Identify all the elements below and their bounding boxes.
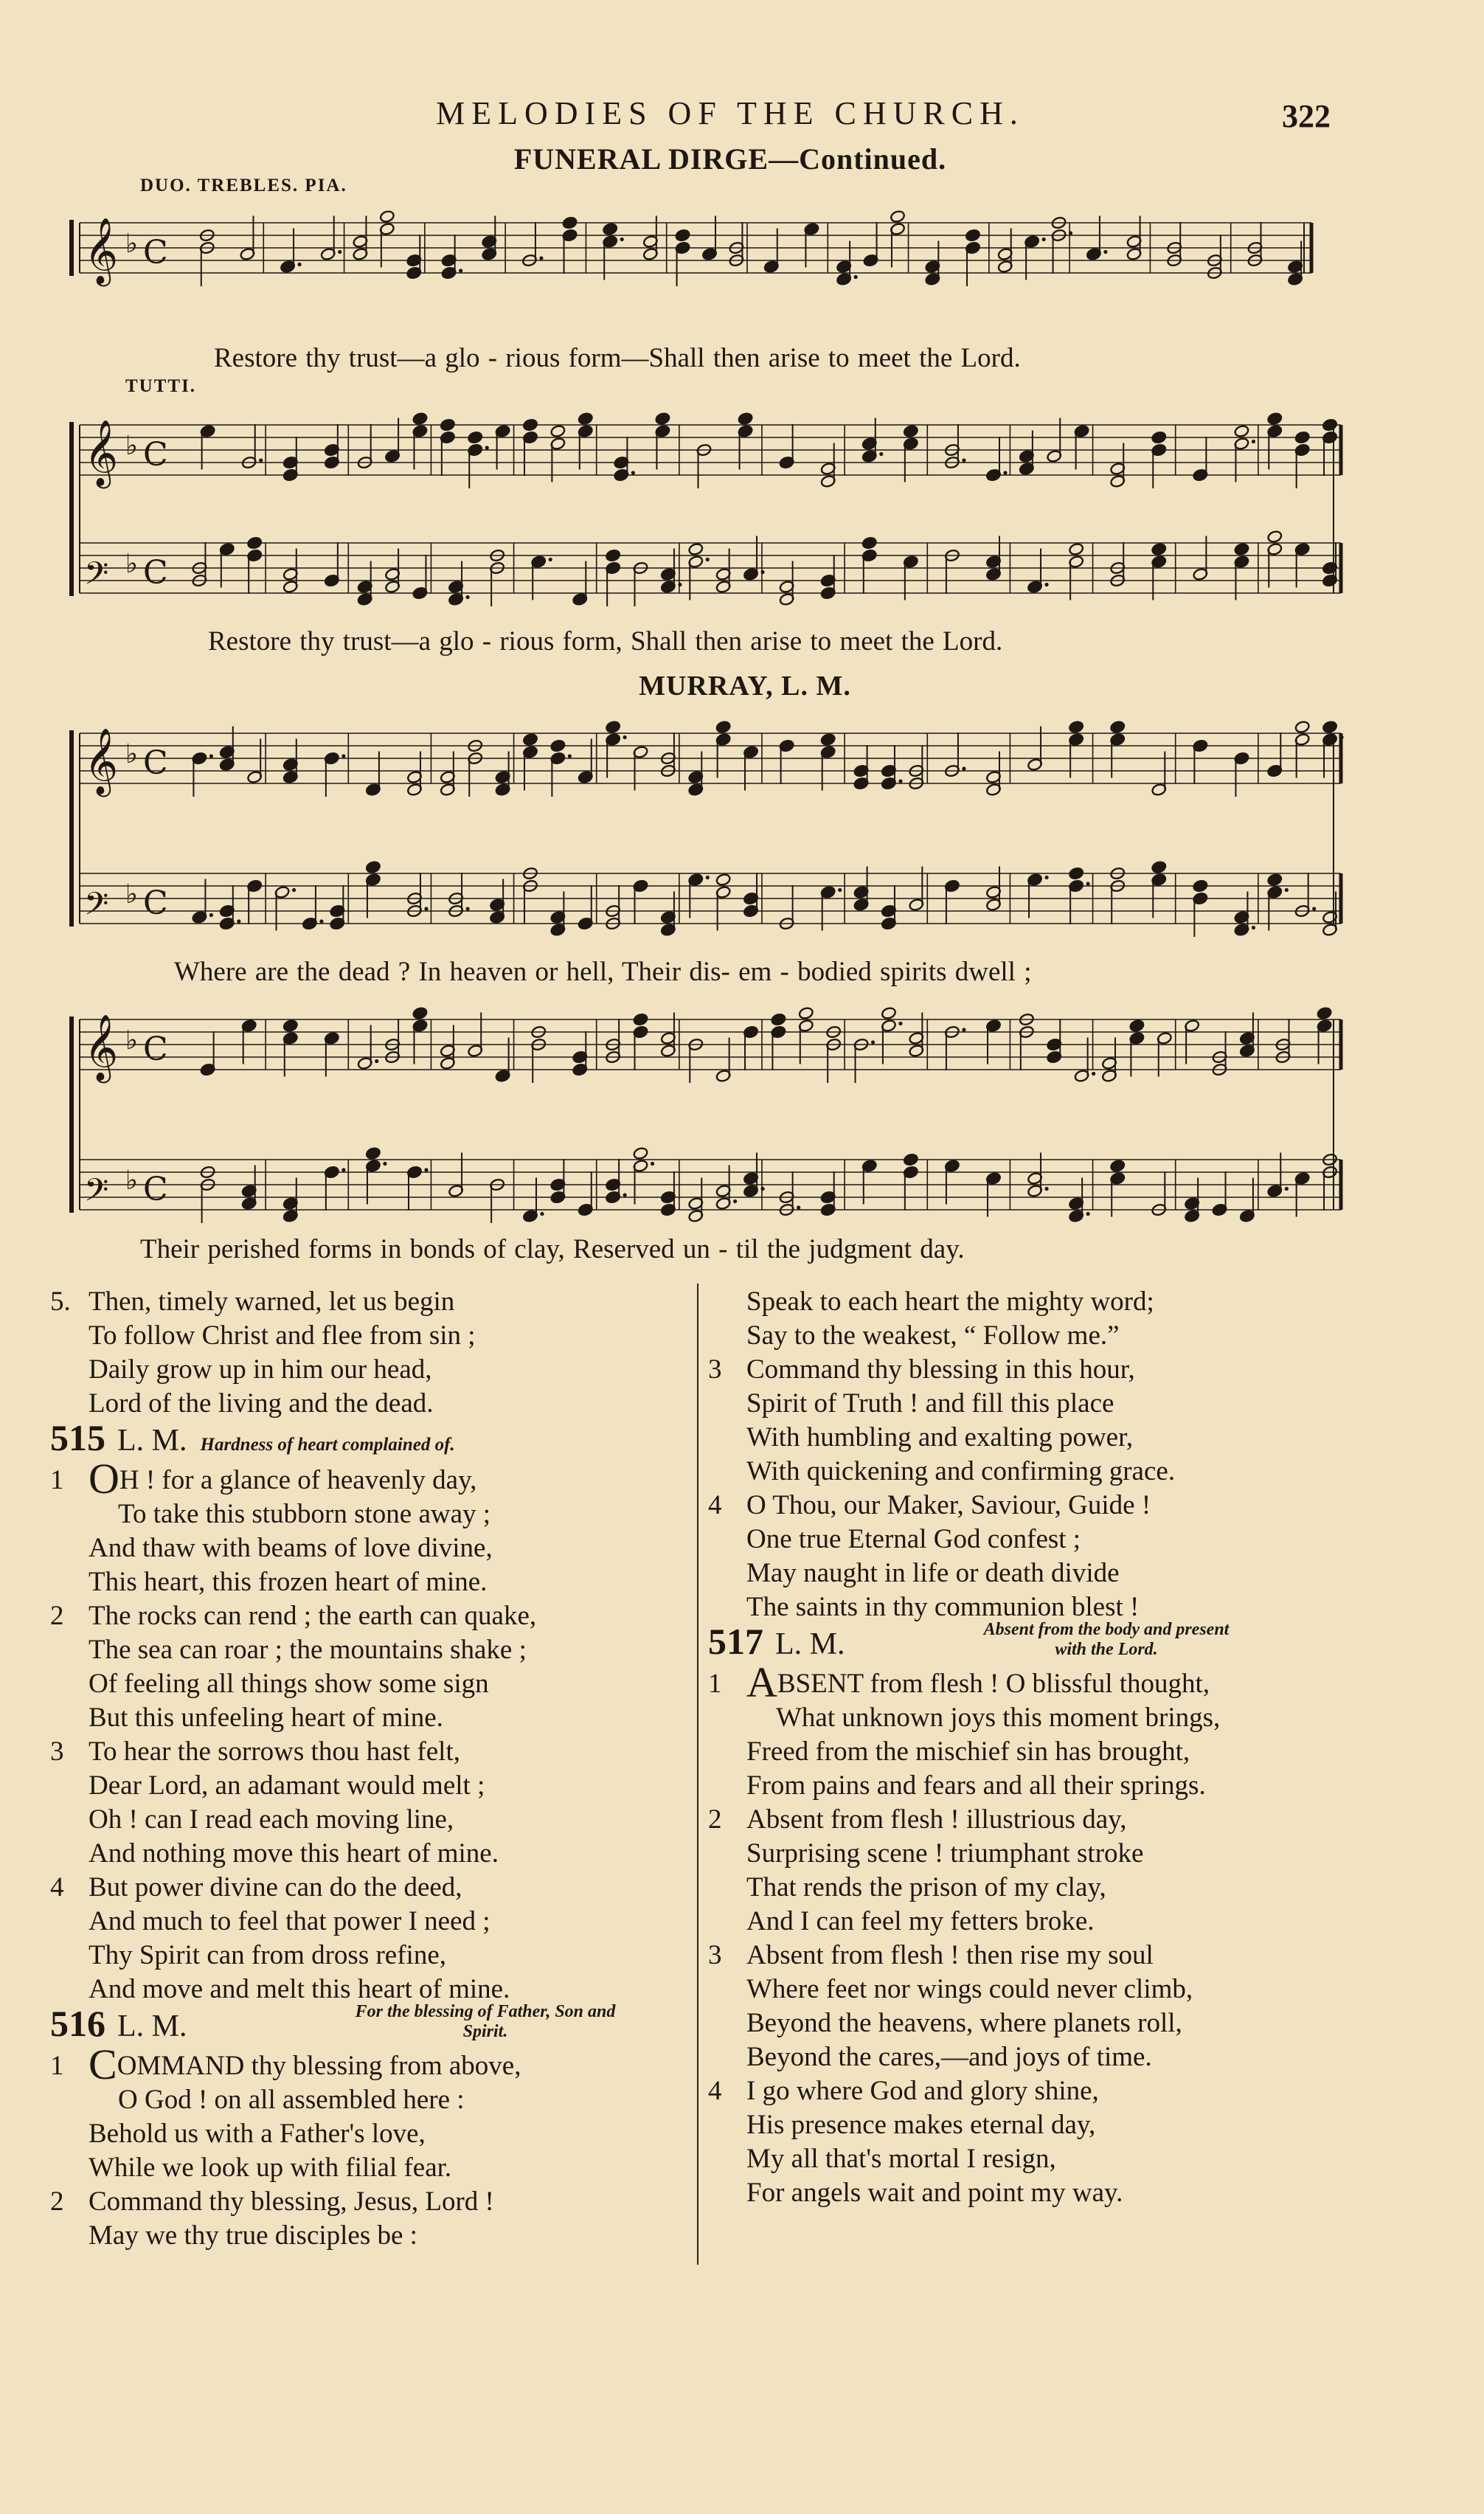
hymn515-verse3-line1: 3 To hear the sorrows thou hast felt, — [50, 1736, 460, 1767]
hymn515-verse3-line3: Oh ! can I read each moving line, — [89, 1804, 454, 1835]
hymn515-verse2-line3: Of feeling all things show some sign — [89, 1669, 489, 1699]
svg-text:𝄢: 𝄢 — [84, 555, 109, 600]
music-staff-murray-2 — [58, 993, 1356, 1236]
hymn516-verse2-line4: Say to the weakest, “ Follow me.” — [746, 1320, 1120, 1351]
hymn516-verse4-line2: One true Eternal God confest ; — [746, 1524, 1081, 1554]
staff-system-duo — [58, 193, 1326, 341]
section-title: FUNERAL DIRGE—Continued. — [513, 142, 947, 176]
svg-text:C: C — [143, 884, 168, 922]
hymn-subject: For the blessing of Father, Son and Spirit. — [355, 2002, 616, 2041]
hymn-number: 516 — [50, 2003, 105, 2044]
hymn517-verse2-line3: That rends the prison of my clay, — [746, 1872, 1106, 1902]
hymn515-verse1-line1: 1 OH ! for a glance of heavenly day, — [50, 1455, 477, 1503]
hymn517-verse3-line4: Beyond the cares,—and joys of time. — [746, 2042, 1152, 2072]
running-title: MELODIES OF THE CHURCH. — [436, 95, 1024, 131]
hymn516-verse1-line2: O God ! on all assembled here : — [118, 2085, 465, 2115]
hymn517-verse1-line2: What unknown joys this moment brings, — [776, 1703, 1221, 1733]
hymn515-verse2-line1: 2 The rocks can rend ; the earth can quake, — [50, 1601, 537, 1631]
tune-title-murray: MURRAY, L. M. — [639, 671, 851, 702]
hymn-517-heading — [708, 1620, 1372, 1667]
hymn516-verse3-line1: 3 Command thy blessing in this hour, — [708, 1354, 1135, 1385]
hymn517-verse2-line4: And I can feel my fetters broke. — [746, 1906, 1095, 1936]
hymn515-verse1-line3: And thaw with beams of love divine, — [89, 1533, 493, 1563]
music-staff-duo — [58, 193, 1326, 341]
hymn516-verse3-line4: With quickening and confirming grace. — [746, 1456, 1176, 1486]
svg-text:♭: ♭ — [125, 229, 138, 259]
staff-system-tutti — [58, 398, 1356, 620]
svg-text:C: C — [143, 744, 168, 782]
svg-text:♭: ♭ — [125, 1025, 138, 1056]
svg-text:♭: ♭ — [125, 739, 138, 769]
hymn517-verse2-line1: 2 Absent from flesh ! illustrious day, — [708, 1804, 1127, 1835]
svg-text:♭: ♭ — [125, 431, 138, 461]
hymn517-verse1-line4: From pains and fears and all their springs. — [746, 1770, 1206, 1801]
hymn517-verse4-line2: His presence makes eternal day, — [746, 2110, 1096, 2140]
svg-text:♭: ♭ — [125, 549, 138, 579]
hymn-subject: Absent from the body and present with the Lord. — [983, 1620, 1230, 1659]
hymn-meter: L. M. — [775, 1627, 845, 1661]
svg-text:♭: ♭ — [125, 1166, 138, 1196]
right-column — [708, 1285, 1372, 2210]
hymn514-verse5-line2: To follow Christ and flee from sin ; — [89, 1320, 476, 1351]
hymn-meter: L. M. — [117, 1424, 187, 1458]
staff-system-murray-1 — [58, 707, 1356, 950]
hymn515-verse4-line3: Thy Spirit can from dross refine, — [89, 1940, 446, 1970]
hymn517-verse4-line3: My all that's mortal I resign, — [746, 2144, 1056, 2174]
staff-system-murray-2 — [58, 993, 1356, 1236]
hymn514-verse5-line4: Lord of the living and the dead. — [89, 1388, 434, 1419]
svg-text:C: C — [143, 234, 168, 271]
hymn517-verse1-line3: Freed from the mischief sin has brought, — [746, 1736, 1190, 1767]
svg-text:C: C — [143, 1031, 168, 1068]
hymn-516-heading — [50, 2002, 714, 2049]
direction-duo: DUO. TREBLES. PIA. — [140, 176, 347, 195]
direction-tutti: TUTTI. — [125, 376, 197, 396]
lyric-tutti: Restore thy trust—a glo - rious form, Shall then arise to meet the Lord. — [208, 626, 1003, 657]
music-staff-tutti — [58, 398, 1356, 620]
svg-text:𝄞: 𝄞 — [84, 1014, 119, 1081]
hymn516-verse2-line3: Speak to each heart the mighty word; — [746, 1287, 1154, 1317]
running-head — [0, 94, 1484, 139]
hymn515-verse1-line2: To take this stubborn stone away ; — [118, 1499, 491, 1529]
lyric-murray-1: Where are the dead ? In heaven or hell, Their dis- em - bodied spirits dwell ; — [174, 957, 1032, 987]
svg-text:𝄞: 𝄞 — [84, 420, 119, 486]
lyric-murray-2: Their perished forms in bonds of clay, Reserved un - til the judgment day. — [140, 1234, 965, 1264]
hymn516-verse2-line1: 2 Command thy blessing, Jesus, Lord ! — [50, 2186, 494, 2217]
hymn516-verse1-line1: 1 COMMAND thy blessing from above, — [50, 2040, 521, 2088]
hymn514-verse5-line3: Daily grow up in him our head, — [89, 1354, 432, 1385]
svg-text:𝄞: 𝄞 — [84, 728, 119, 794]
hymn515-verse1-line4: This heart, this frozen heart of mine. — [89, 1567, 488, 1597]
hymn516-verse4-line1: 4 O Thou, our Maker, Saviour, Guide ! — [708, 1490, 1151, 1520]
hymn516-verse2-line2: May we thy true disciples be : — [89, 2220, 417, 2251]
hymn516-verse3-line3: With humbling and exalting power, — [746, 1422, 1134, 1452]
hymn514-verse5-line1: 5. Then, timely warned, let us begin — [50, 1287, 455, 1317]
hymn517-verse2-line2: Surprising scene ! triumphant stroke — [746, 1838, 1144, 1869]
hymn516-verse1-line3: Behold us with a Father's love, — [89, 2119, 426, 2149]
svg-text:𝄢: 𝄢 — [84, 886, 109, 930]
svg-text:𝄢: 𝄢 — [84, 1172, 109, 1216]
hymn517-verse3-line2: Where feet nor wings could never climb, — [746, 1974, 1193, 2004]
svg-text:♭: ♭ — [125, 879, 138, 910]
svg-text:C: C — [143, 554, 168, 592]
hymn515-verse2-line4: But this unfeeling heart of mine. — [89, 1703, 443, 1733]
hymn516-verse1-line4: While we look up with filial fear. — [89, 2153, 452, 2183]
hymn517-verse4-line1: 4 I go where God and glory shine, — [708, 2076, 1099, 2106]
hymn515-verse3-line4: And nothing move this heart of mine. — [89, 1838, 499, 1869]
hymn515-verse4-line1: 4 But power divine can do the deed, — [50, 1872, 462, 1902]
hymn515-verse3-line2: Dear Lord, an adamant would melt ; — [89, 1770, 485, 1801]
left-column — [50, 1285, 714, 2253]
hymn517-verse3-line3: Beyond the heavens, where planets roll, — [746, 2008, 1182, 2038]
svg-text:C: C — [143, 1171, 168, 1208]
lyric-duo: Restore thy trust—a glo - rious form—Shall then arise to meet the Lord. — [214, 343, 1021, 373]
hymn515-verse2-line2: The sea can roar ; the mountains shake ; — [89, 1635, 527, 1665]
hymn-meter: L. M. — [117, 2009, 187, 2043]
hymn-number: 517 — [708, 1621, 763, 1662]
hymn517-verse3-line1: 3 Absent from flesh ! then rise my soul — [708, 1940, 1154, 1970]
hymn517-verse1-line1: 1 ABSENT from flesh ! O blissful thought, — [708, 1658, 1210, 1706]
hymn515-verse4-line4: And move and melt this heart of mine. — [89, 1974, 510, 2004]
hymn-subject: Hardness of heart complained of. — [200, 1435, 455, 1455]
svg-text:𝄞: 𝄞 — [84, 218, 119, 284]
hymn516-verse4-line4: The saints in thy communion blest ! — [746, 1592, 1140, 1622]
music-staff-murray-1 — [58, 707, 1356, 950]
page-number: 322 — [1282, 98, 1331, 134]
hymn-515-heading — [50, 1417, 714, 1464]
hymn-number: 515 — [50, 1417, 105, 1458]
hymn516-verse3-line2: Spirit of Truth ! and fill this place — [746, 1388, 1114, 1419]
svg-text:C: C — [143, 436, 168, 474]
hymn515-verse4-line2: And much to feel that power I need ; — [89, 1906, 490, 1936]
hymn516-verse4-line3: May naught in life or death divide — [746, 1558, 1120, 1588]
hymn517-verse4-line4: For angels wait and point my way. — [746, 2178, 1123, 2208]
